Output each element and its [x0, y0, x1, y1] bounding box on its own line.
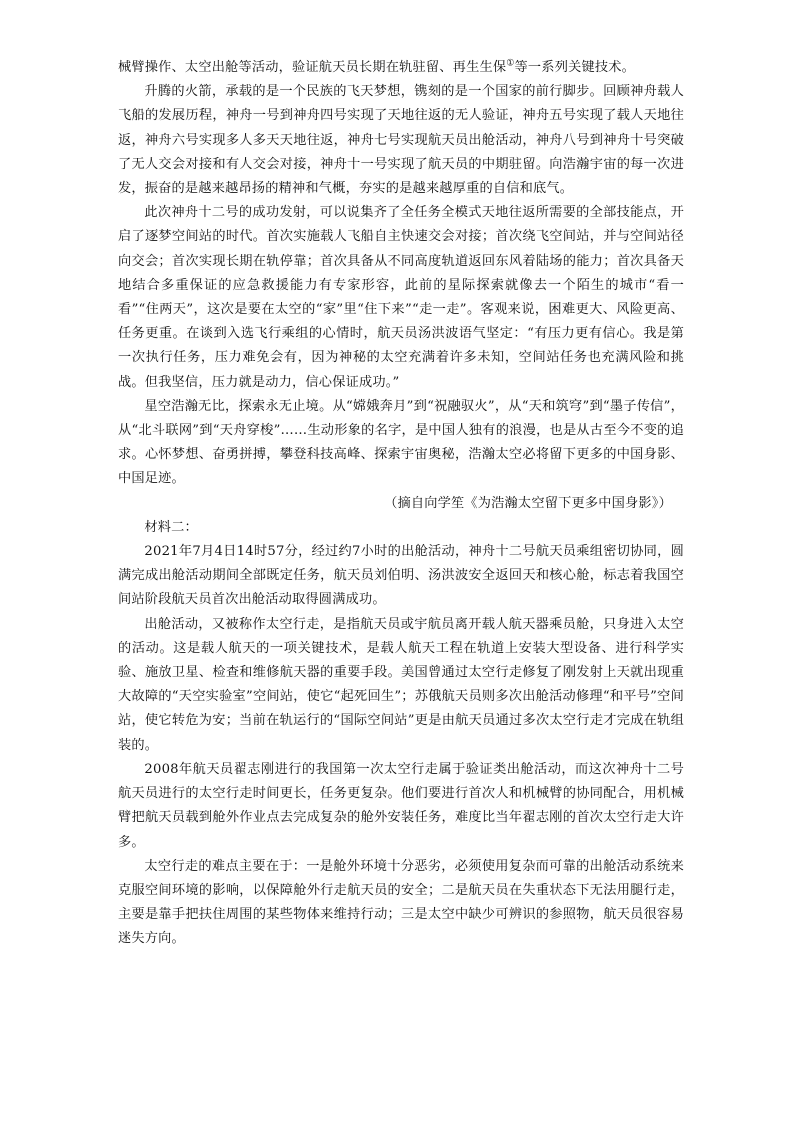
document-page — [118, 56, 684, 952]
paragraph-text-tail: 等一系列关键技术。 — [514, 60, 636, 75]
paragraph-eva-difficulties: 太空行走的难点主要在于：一是舱外环境十分恶劣，必须使用复杂而可靠的出舱活动系统来克服空间环境的影响，以保障舱外行走航天员的安全；二是航天员在失重状态下无法用腿行走，主要是靠手把扶住周围的某些物体来维持行动；三是太空中缺少可辨识的参照物，航天员很容易迷失方向。 — [118, 858, 684, 947]
paragraph-eva-date: 2021年7月4日14时57分，经过约7小时的出舱活动，神舟十二号航天员乘组密切协同，圆满完成出舱活动期间全部既定任务，航天员刘伯明、汤洪波安全返回天和核心舱，标志着我国空间站阶段航天员首次出舱活动取得圆满成功。 — [118, 544, 684, 608]
source-citation: （摘自向学笙《为浩瀚太空留下更多中国身影》） — [384, 495, 672, 511]
paragraph-2008-eva: 2008年航天员翟志刚进行的我国第一次太空行走属于验证类出舱活动，而这次神舟十二号航天员进行的太空行走时间更长，任务更复杂。他们要进行首次人和机械臂的协同配合，用机械臂把航天员载到舱外作业点去完成复杂的舱外安装任务，难度比当年翟志刚的首次太空行走大许多。 — [118, 761, 684, 850]
footnote-marker: ① — [506, 58, 515, 69]
paragraph-text: 械臂操作、太空出舱等活动，验证航天员长期在轨驻留、再生生保 — [118, 60, 507, 75]
paragraph-exploration: 星空浩瀚无比，探索永无止境。从“嫦娥奔月”到“祝融驭火”，从“天和筑穹”到“墨子传信”，从“北斗联网”到“天舟穿梭”……生动形象的名字，是中国人独有的浪漫，也是从古至今不变的追求。心怀梦想、奋勇拼搏，攀登科技高峰、探索宇宙奥秘，浩瀚太空必将留下更多的中国身影、中国足迹。 — [118, 398, 684, 487]
paragraph-shenzhou-12: 此次神舟十二号的成功发射，可以说集齐了全任务全模式天地往返所需要的全部技能点，开启了逐梦空间站的时代。首次实施载人飞船自主快速交会对接；首次绕飞空间站，并与空间站径向交会；首次实现长期在轨停靠；首次具备从不同高度轨道返回东风着陆场的能力；首次具备天地结合多重保证的应急救援能力有专家形容，此前的星际探索就像去一个陌生的城市“看一看”“住两天”，这次是要在太空的“家”里“住下来”“走一走”。客观来说，困难更大、风险更高、任务更重。在谈到入选飞行乘组的心情时，航天员汤洪波语气坚定：“有压力更有信心。我是第一次执行任务，压力难免会有，因为神秘的太空充满着许多未知，空间站任务也充满风险和挑战。但我坚信，压力就是动力，信心保证成功。” — [118, 205, 684, 390]
material-2-label: 材料二： — [144, 519, 198, 535]
paragraph-continuation — [118, 56, 684, 80]
paragraph-eva-definition: 出舱活动，又被称作太空行走，是指航天员或宇航员离开载人航天器乘员舱，只身进入太空的活动。这是载人航天的一项关键技术，是载人航天工程在轨道上安装大型设备、进行科学实验、施放卫星、检查和维修航天器的重要手段。美国曾通过太空行走修复了刚发射上天就出现重大故障的“天空实验室”空间站，使它“起死回生”；苏俄航天员则多次出舱活动修理“和平号”空间站，使它转危为安；当前在轨运行的“国际空间站”更是由航天员通过多次太空行走才完成在轨组装的。 — [118, 616, 684, 753]
paragraph-rocket: 升腾的火箭，承载的是一个民族的飞天梦想，镌刻的是一个国家的前行脚步。回顾神舟载人飞船的发展历程，神舟一号到神舟四号实现了天地往返的无人验证，神舟五号实现了载人天地往返，神舟六号实现多人多天天地往返，神舟七号实现航天员出舱活动，神舟八号到神舟十号突破了无人交会对接和有人交会对接，神舟十一号实现了航天员的中期驻留。向浩瀚宇宙的每一次进发，振奋的是越来越昂扬的精神和气概，夯实的是越来越厚重的自信和底气。 — [118, 84, 684, 197]
